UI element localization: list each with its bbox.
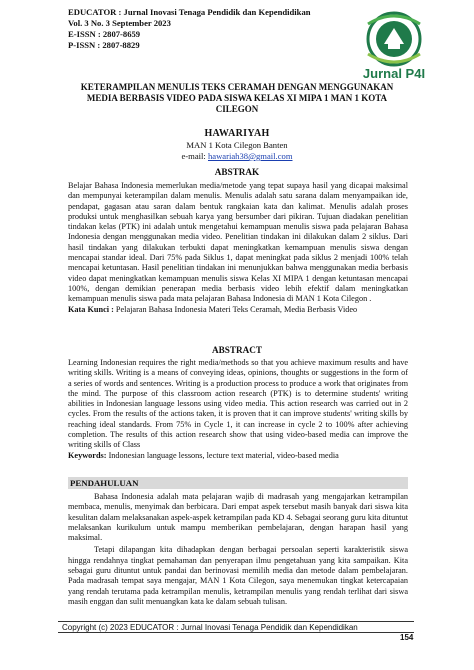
abstract-keywords xyxy=(68,451,408,461)
abstrak-heading: ABSTRAK xyxy=(214,167,260,177)
footer-copyright: Copyright (c) 2023 EDUCATOR : Jurnal Inovasi Tenaga Pendidik dan Kependidikan xyxy=(62,623,358,632)
abstract-keywords-text: Indonesian language lessons, lecture text material, video-based media xyxy=(106,450,339,460)
abstract-keywords-label: Keywords: xyxy=(68,450,107,460)
author-affiliation: MAN 1 Kota Cilegon Banten xyxy=(186,140,288,150)
author-email-link[interactable]: hawariah38@gmail.com xyxy=(207,151,293,161)
page-number: 154 xyxy=(400,633,414,642)
journal-header xyxy=(68,7,328,51)
author-email-line xyxy=(68,151,406,162)
page-number-divider xyxy=(58,632,414,633)
abstrak-keywords-text: Pelajaran Bahasa Indonesia Materi Teks Ceramah, Media Berbasis Video xyxy=(113,304,358,314)
footer-divider xyxy=(58,621,414,622)
pendahuluan-paragraph-1: Bahasa Indonesia adalah mata pelajaran wajib di madrasah yang mengajarkan ketrampilan membaca, menulis, menyimak dan berbicara. Dari empat aspek tersebut masih banyak dari siswa kita kesulitan dalam melaksanakan aspek-aspek ketrampilan pada KD 4. Sebagai seorang guru kita dituntut melaksankan kurikulum untuk mampu memberikan pembelajaran, dengan harapan hasil yang maksimal. xyxy=(68,492,408,543)
pendahuluan-section xyxy=(68,492,408,607)
abstrak-keywords-label: Kata Kunci : xyxy=(68,304,114,314)
journal-eissn: E-ISSN : 2807-8659 xyxy=(68,29,141,39)
journal-name: EDUCATOR : Jurnal Inovasi Tenaga Pendidik dan Kependidikan xyxy=(68,7,311,17)
pendahuluan-paragraph-2: Tetapi dilapangan kita dihadapkan dengan berbagai persoalan seperti karakteristik siswa hingga rendahnya tingkat pemahaman dan penyerapan ilmu pengetahuan yang kita sampaikan. Kita sebagai guru dituntut untuk pandai dan berinovasi memilih media dan metode dalam pembelajaran. Pada madrasah tempat saya mengajar, MAN 1 Kota Cilegon, saya menemukan tingkat ketercapaian yang rendah terutama pada ketrampilan menulis, ketrampilan menulis yang rendah terlihat dari siswa masih enggan dan sulit menuangkan kata ke dalam sebuah tulisan. xyxy=(68,545,408,606)
abstract-body: Learning Indonesian requires the right media/methods so that you achieve maximum results and have writing skills. Writing is a means of conveying ideas, opinions, thoughts or suggestions in the form of a series of words and sentences. Writing is a production process to produce a work that originates from the mind. The purpose of this classroom action research (PTK) is to determine students' writing abilities in Indonesian language lessons using video media. This action research was carried out in 2 cycles. From the results of the actions taken, it is proven that it can improve students' writing skills by reaching ideal standards. From 75% in Cycle 1, it can increase in cycle 2 to 100% after achieving completion. The results of this action research show that using video-based media can improve the writing skills of Class xyxy=(68,358,408,450)
author-affiliation-block xyxy=(68,140,406,162)
abstrak-keywords xyxy=(68,305,408,315)
pendahuluan-heading-bar xyxy=(68,477,408,489)
pendahuluan-heading: PENDAHULUAN xyxy=(70,478,139,488)
logo-text: Jurnal P4I xyxy=(362,66,426,81)
journal-pissn: P-ISSN : 2807-8829 xyxy=(68,40,140,50)
journal-logo xyxy=(352,10,436,86)
logo-emblem-icon xyxy=(352,10,436,68)
abstrak-body: Belajar Bahasa Indonesia memerlukan media/metode yang tepat supaya hasil yang dicapai maksimal dan mempunyai keterampilan dalam menulis. Menulis adalah satu sarana dalam menyampaikan ide, pendapat, gagasan atau saran dalam bentuk rangkaian kata dan kalimat. Menulis adalah proses produksi untuk menghasilkan sebuah karya yang bersumber dari pikiran. Tujuan diadakan penelitian tindakan kelas (PTK) ini adalah untuk mengetahui kemampuan menulis siswa pada pelajaran Bahasa Indonesia dengan menggunakan media video. Penelitian tindakan ini dilakukan dalam 2 siklus. Dari hasil tindakan yang dilakukan terbukti dapat meningkatkan kemampuan menulis siswa dengan mencapai standar ideal. Dari 75% pada Siklus 1, dapat meningkat pada siklus 2 menjadi 100% telah mencapai ketuntasan. Hasil penelitian tindakan ini menunjukkan bahwa menggunakan media berbasis video dapat meningkatkan kemampuan menulis siswa Kelas XI MIPA 1 dengan ketuntasan mencapai 100%, dengan demikian penerapan media berbasis video lebih efektif dalam meningkatkan kemampuan menulis siswa pada mata pelajaran Bahasa Indonesia di MAN 1 Kota Cilegon . xyxy=(68,181,408,304)
abstract-section xyxy=(68,358,408,461)
journal-volume: Vol. 3 No. 3 September 2023 xyxy=(68,18,171,28)
abstract-heading: ABSTRACT xyxy=(211,345,263,355)
abstrak-section xyxy=(68,181,408,315)
email-label: e-mail: xyxy=(181,151,208,161)
paper-title: KETERAMPILAN MENULIS TEKS CERAMAH DENGAN MENGGUNAKAN MEDIA BERBASIS VIDEO PADA SISWA KELAS XI MIPA 1 MAN 1 KOTA CILEGON xyxy=(80,82,394,114)
author-name: HAWARIYAH xyxy=(204,128,270,139)
